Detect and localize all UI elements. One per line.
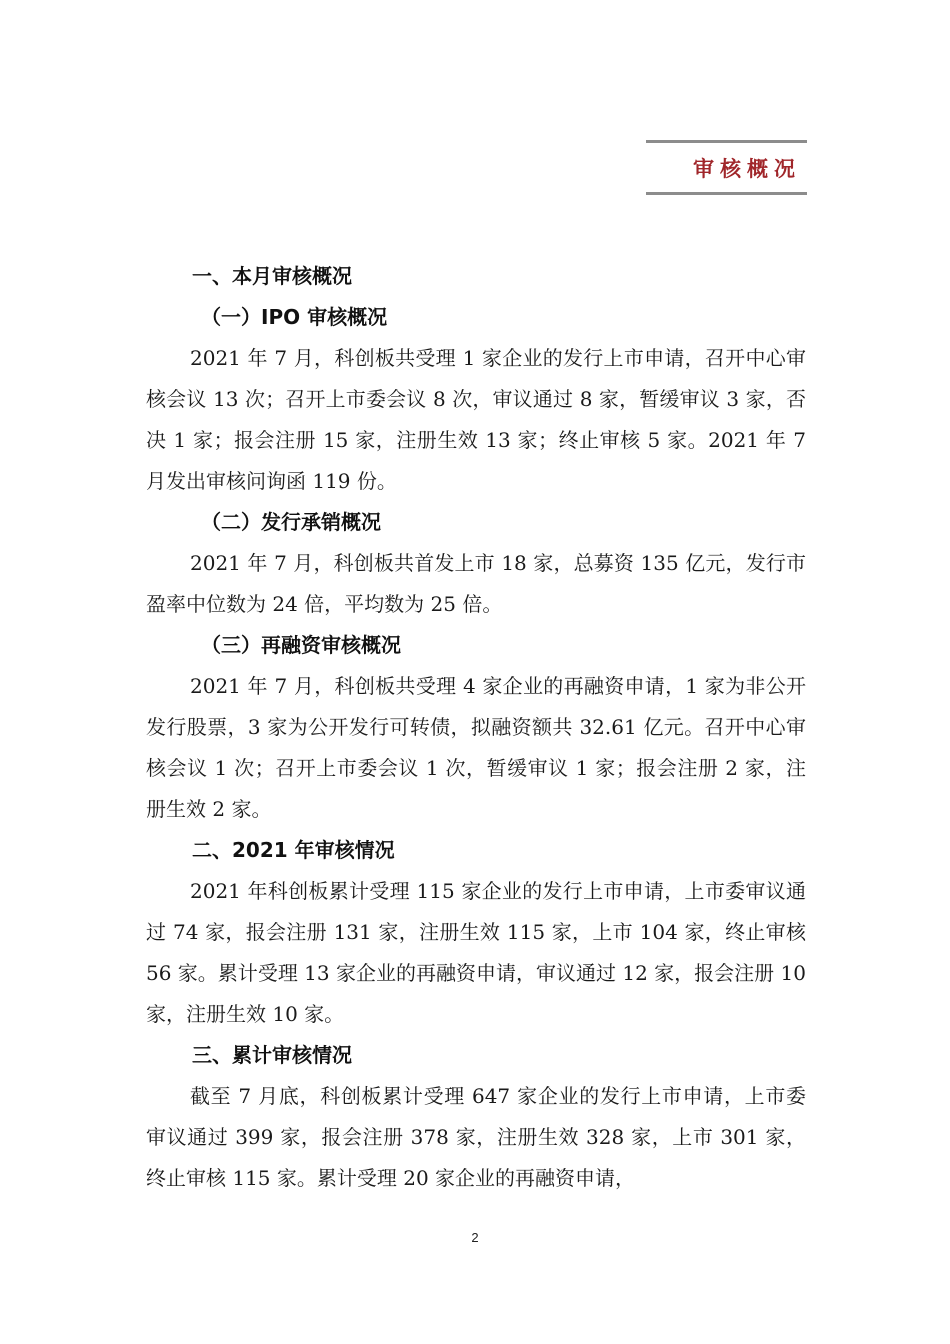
header-bottom-rule [646, 192, 807, 195]
section-header [646, 140, 807, 195]
subsection-heading-refinancing-review: （三）再融资审核概况 [201, 633, 401, 657]
paragraph-issuance-underwriting: 2021 年 7 月，科创板共首发上市 18 家，总募资 135 亿元，发行市盈率中位数为 24 倍，平均数为 25 倍。 [146, 551, 806, 616]
paragraph-ipo-review: 2021 年 7 月，科创板共受理 1 家企业的发行上市申请，召开中心审核会议 13 次；召开上市委会议 8 次，审议通过 8 家，暂缓审议 3 家，否决 1 家；报会注册 15 家，注册生效 13 家；终止审核 5 家。2021 年 7 月发出审核问询函 119 份。 [146, 346, 806, 493]
page-number: 2 [471, 1230, 479, 1245]
paragraph-2021-review: 2021 年科创板累计受理 115 家企业的发行上市申请，上市委审议通过 74 家，报会注册 131 家，注册生效 115 家，上市 104 家，终止审核 56 家。累计受理 13 家企业的再融资申请，审议通过 12 家，报会注册 10 家，注册生效 10 家。 [146, 879, 806, 1026]
section-heading-cumulative-review: 三、累计审核情况 [192, 1043, 352, 1067]
section-heading-monthly-review: 一、本月审核概况 [192, 264, 352, 288]
subsection-heading-issuance-underwriting: （二）发行承销概况 [201, 510, 381, 534]
document-body [146, 256, 806, 1199]
header-top-rule [646, 140, 807, 143]
paragraph-refinancing-review: 2021 年 7 月，科创板共受理 4 家企业的再融资申请，1 家为非公开发行股票，3 家为公开发行可转债，拟融资额共 32.61 亿元。召开中心审核会议 1 次；召开上市委会议 1 次，暂缓审议 1 家；报会注册 2 家，注册生效 2 家。 [146, 674, 806, 821]
section-heading-2021-review: 二、2021 年审核情况 [192, 838, 395, 862]
paragraph-cumulative-review: 截至 7 月底，科创板累计受理 647 家企业的发行上市申请，上市委审议通过 399 家，报会注册 378 家，注册生效 328 家，上市 301 家，终止审核 115 家。累计受理 20 家企业的再融资申请， [146, 1084, 806, 1190]
header-title: 审核概况 [693, 157, 801, 181]
subsection-heading-ipo-review: （一）IPO 审核概况 [201, 305, 388, 329]
